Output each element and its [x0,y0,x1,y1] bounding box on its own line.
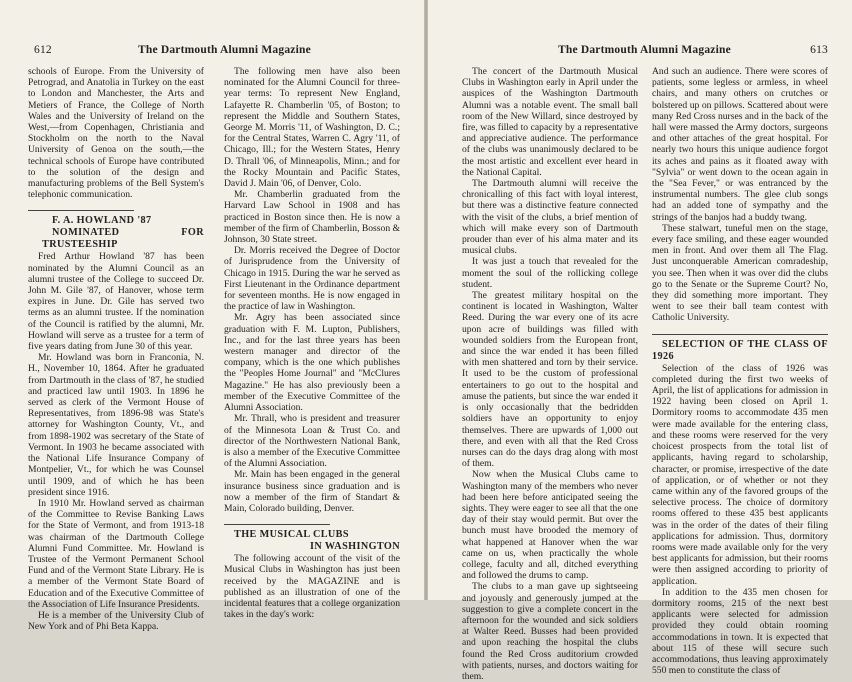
section-divider [28,210,134,211]
paragraph: The Dartmouth alumni will receive the chronicalling of this fact with loyal interest, but there was a distinctive feature connected with the visit of the clubs, a brief mention of which will make every son of Dartmouth prouder than ever of his alma mater and its musical clubs. [462,178,638,257]
paragraph: And such an audience. There were scores of patients, some legless or armless, in wheel chairs, and many others on crutches or bolstered up on pillows. Scattered about were many Red Cross nurses and in the back of the hall were massed the Army doctors, surgeons and other attaches of the great hospital. For nearly two hours this unique audience forgot its aches and pains as it floated away with "Sylvia" or went down to the ocean again in the "Sea Fever," or was entranced by the instrumental numbers. The glee club songs had an added tone of sympathy and the strings of the banjos had a buddy twang. [652,66,828,223]
section-heading: NOMINATED FOR TRUSTEESHIP [42,227,204,251]
paragraph: Mr. Main has been engaged in the general insurance business since graduation and is now a member of the firm of Standart & Main, Colorado building, Denver. [224,469,400,514]
left-page [0,0,424,633]
paragraph: These stalwart, tuneful men on the stage, every face smiling, and these eager wounded men in front. And over them all The Flag. Just unconquerable American comradeship, you see. Then when it was over did the clubs go to the Senate or the Supreme Court? No, they did something more important. They went to see their ball team contest with Catholic University. [652,222,828,324]
paragraph: In addition to the 435 men chosen for dormitory rooms, 215 of the next best applicants were selected for admission provided they could obtain rooming accommodations in town. It is expected that about 115 of these will secure such accommodations, thus leaving approximately 550 men to constitute the class of [652,586,828,677]
paragraph: The following men have also been nominated for the Alumni Council for three-year terms: To represent New England, Lafayette R. Chamberlin '05, of Boston; to represent the Middle and Southern States, George M. Morris '11, of Washington, D. C.; for the Central States, Warren C. Agry '11, of Chicago, Ill.; for the Western States, Henry D. Thrall '06, of Minneapolis, Minn.; and for the Rocky Mountain and Pacific States, David J. Main '06, of Denver, Colo. [224,66,400,190]
running-title: The Dartmouth Alumni Magazine [138,44,311,56]
section-heading: F. A. HOWLAND '87 [52,215,152,227]
paragraph: He is a member of the University Club of New York and of Phi Beta Kappa. [28,609,204,633]
page-number: 612 [34,44,52,56]
section-divider [652,334,828,335]
paragraph: The concert of the Dartmouth Musical Clubs in Washington early in April under the auspices of the Washington Dartmouth Alumni was a notable event. The small ball room of the New Willard, since destroyed by fire, was filled to capacity by a representative and appreciative audience. The performance of the clubs was unanimously declared to be the most artistic and excellent ever heard in the National Capital. [462,66,638,178]
section-heading: SELECTION OF THE CLASS OF 1926 [652,338,828,362]
left-page-header [34,44,404,58]
paragraph: Mr. Agry has been associated since graduation with F. M. Lupton, Publishers, Inc., and for the last three years has been western manager and director of the company, which is the one which publishes the "Peoples Home Journal" and "McClures Magazine." He has also previously been a member of the Executive Committee of the Alumni Association. [224,312,400,414]
section-heading: IN WASHINGTON [309,541,400,553]
right-page-header [558,44,828,58]
paragraph: Now when the Musical Clubs came to Washington many of the members who never had been here before anticipated seeing the sights. They were eager to see all that the one day of their stay would permit. But over the bunch must have brooded the memory of what happened at Hanover when the war came on us, when practically the whole college, faculty and all, ditched everything and followed the drums to camp. [462,469,638,582]
paragraph: The greatest military hospital on the continent is located in Washington, Walter Reed. During the war every one of its acre upon acre of buildings was filled with wounded soldiers from the European front, and since the war ended it has been filled with men shattered and torn by their service. It used to be the custom of professional entertainers to go out to the hospital and amuse the patients, but since the war ended it is only occasionally that the bedridden soldiers have an opportunity to enjoy themselves. There are upwards of 1,000 out there, and even with all that the Red Cross nurses can do the days drag along with most of them. [462,290,638,470]
page-number: 613 [810,44,828,56]
paragraph: The following account of the visit of the Musical Clubs in Washington has just been received by the MAGAZINE and is published as an illustration of one of the incidental features that a college organization takes in the day's work: [224,553,400,621]
left-column-2 [224,66,400,621]
section-heading: THE MUSICAL CLUBS [234,529,349,541]
paragraph: Selection of the class of 1926 was completed during the first two weeks of April, the list of applications for admission in 1922 having been closed on April 1. Dormitory rooms to accommodate 435 men were made available for the entering class, and these rooms were reserved for the very choicest prospects from the total list of applicants, having regard to scholarship, character, or promise, irrespective of the date of application, or of whether or not they came within any of the favored groups of the selective process. The choice of dormitory rooms offered to these 435 best applicants was in the order of the dates of their filing applications for admission. Thus, dormitory rooms were made available only for the very best applicants for admission, but their rooms were then assigned according to priority of application. [652,362,828,587]
paragraph: schools of Europe. From the University of Petrograd, and Anatolia in Turkey on the east to London and Manchester, the Arts and Metiers of France, the College of North Wales and the University of Ireland on the West,—from Copenhagen, Christiania and Stockholm on the north to the Naval University of Genoa on the south,—the technical schools of Europe have contributed to the solution of the design and manufacturing problems of the Bell System's telephonic communication. [28,66,204,201]
paragraph: Fred Arthur Howland '87 has been nominated by the Alumni Council as an alumni trustee of the College to succeed Dr. John M. Gile '87, of Hanover, whose term expires in June. Dr. Gile has served two terms as an alumni trustee. If the nomination of the Council is ratified by the alumni, Mr. Howland will serve as a trustee for a term of five years dating from June 30 of this year. [28,251,204,353]
right-column-1 [462,66,638,682]
paragraph: In 1910 Mr. Howland served as chairman of the Committee to Revise Banking Laws for the State of Vermont, and from 1913-18 was chairman of the Dartmouth College Alumni Fund Committee. Mr. Howland is Trustee of the Vermont Permanent School Fund and of the Vermont State Library. He is a member of the Vermont State Board of Education and of the Executive Committee of the Association of Life Insurance Presidents. [28,497,204,610]
paragraph: Mr. Howland was born in Franconia, N. H., November 10, 1864. After he graduated from Dartmouth in the class of '87, he studied and practiced law until 1903. In 1896 he served as clerk of the Vermont House of Representatives, from 1896-98 was State's attorney for Washington County, Vt., and from 1898-1902 was secretary of the State of Vermont. In 1903 he became associated with the National Life Insurance Company of Montpelier, Vt., for which he was Counsel until 1909, and of which he has been president since 1916. [28,352,204,498]
paragraph: Dr. Morris received the Degree of Doctor of Jurisprudence from the University of Chicago in 1915. During the war he served as First Lieutenant in the Ordinance department for seventeen months. He is now engaged in the practice of law in Washington. [224,245,400,313]
running-title: The Dartmouth Alumni Magazine [558,44,731,56]
section-divider [224,524,330,525]
paragraph: Mr. Thrall, who is president and treasurer of the Minnesota Loan & Trust Co. and director of the Northwestern National Bank, is also a member of the Executive Committee of the Alumni Association. [224,413,400,470]
right-page [428,0,852,682]
paragraph: It was just a touch that revealed for the moment the soul of the rollicking college student. [462,256,638,290]
paragraph: Mr. Chamberlin graduated from the Harvard Law School in 1908 and has practiced in Boston since then. He is now a member of the firm of Chamberlin, Bosson & Johnson, 30 State street. [224,189,400,246]
right-column-2 [652,66,828,677]
paragraph: The clubs to a man gave up sightseeing and joyously and generously jumped at the suggestion to give a complete concert in the afternoon for the wounded and sick soldiers at Walter Reed. Busses had been provided and upon reaching the hospital the clubs found the Red Cross auditorium crowded with patients, nurses, and doctors waiting for them. [462,581,638,682]
left-column-1 [28,66,204,633]
